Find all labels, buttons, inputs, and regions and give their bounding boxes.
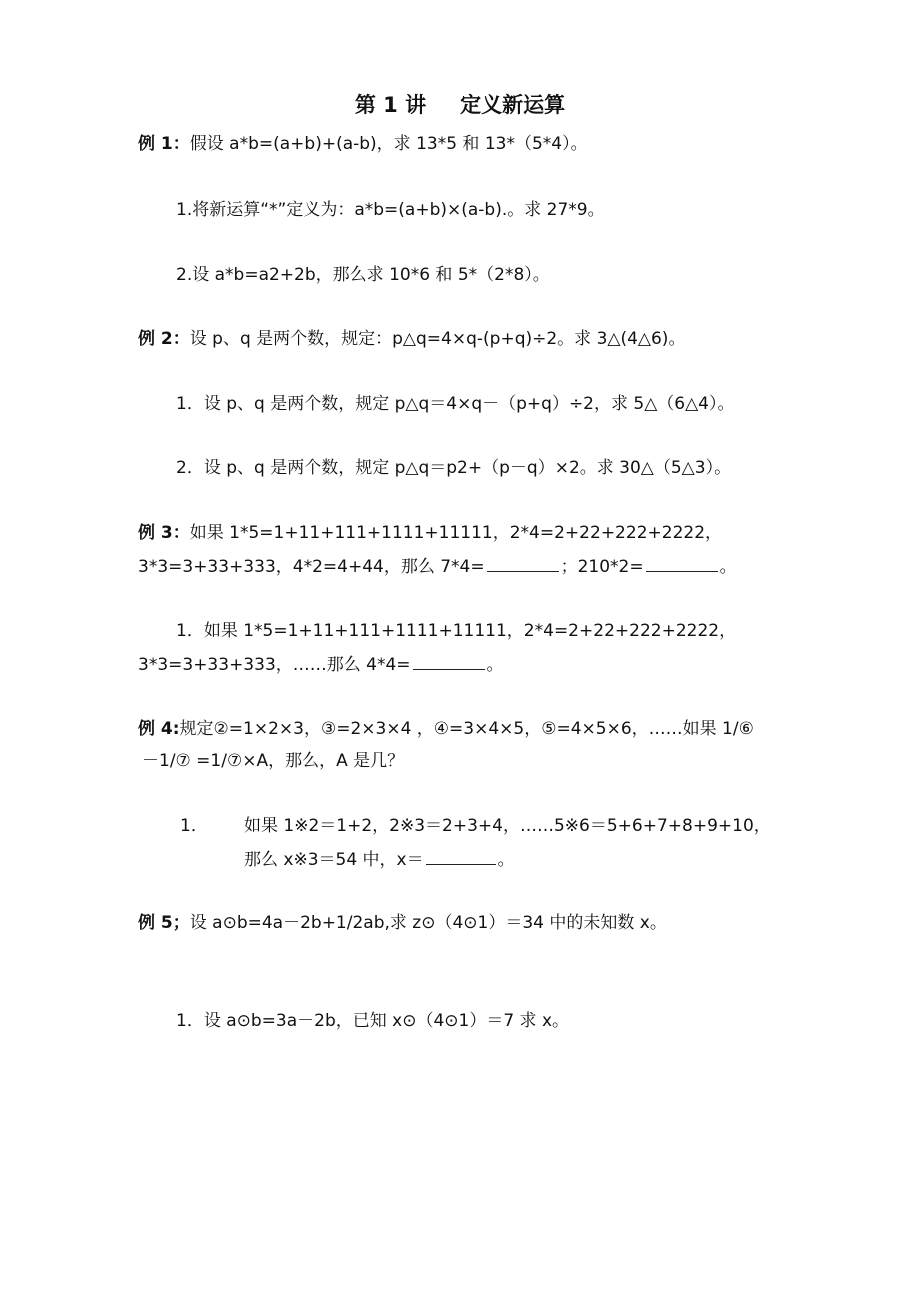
example-4-exercise-1-number: 1．	[180, 816, 208, 836]
example-3-text-line-1: 如果 1*5=1+11+111+1111+11111，2*4=2+22+222+2222，	[189, 523, 723, 543]
example-4-line-1	[138, 718, 754, 740]
answer-blank[interactable]	[426, 848, 496, 865]
example-2-exercise-1: 1．设 p、q 是两个数，规定 p△q＝4×q－（p+q）÷2，求 5△（6△4）。	[176, 394, 735, 414]
example-1	[138, 133, 588, 155]
example-4-label: 例 4:	[138, 719, 180, 739]
example-3-text-line-2b: ；210*2=	[560, 557, 644, 577]
example-3-exercise-1-text: 3*3=3+33+333，……那么 4*4=	[138, 655, 411, 675]
example-5	[138, 912, 667, 934]
example-1-exercise-1: 1.将新运算“*”定义为：a*b=(a+b)×(a-b).。求 27*9。	[176, 200, 605, 220]
example-2	[138, 328, 685, 350]
example-4-exercise-1-end: 。	[497, 850, 515, 870]
example-5-text: 设 a⊙b=4a－2b+1/2ab,求 z⊙（4⊙1）＝34 中的未知数 x。	[189, 913, 667, 933]
lecture-topic: 定义新运算	[460, 93, 566, 117]
example-2-text: 设 p、q 是两个数，规定：p△q=4×q-(p+q)÷2。求 3△(4△6)。	[189, 329, 686, 349]
example-3-label: 例 3：	[138, 523, 190, 543]
example-4-line-2: －1/⑦ =1/⑦×A，那么，A 是几？	[142, 751, 405, 771]
page-title	[0, 92, 920, 118]
example-3-line-2	[138, 555, 737, 577]
example-4-exercise-1-text: 那么 x※3＝54 中，x＝	[244, 850, 424, 870]
example-3-text-line-2c: 。	[719, 557, 737, 577]
lecture-number: 第 1 讲	[354, 93, 427, 117]
example-3-line-1	[138, 522, 722, 544]
example-2-label: 例 2：	[138, 329, 190, 349]
example-3-exercise-1-line-1: 1．如果 1*5=1+11+111+1111+11111，2*4=2+22+222+2222，	[176, 621, 737, 641]
example-3-exercise-1-end: 。	[486, 655, 504, 675]
example-1-exercise-2: 2.设 a*b=a2+2b，那么求 10*6 和 5*（2*8）。	[176, 265, 550, 285]
answer-blank[interactable]	[646, 555, 718, 572]
example-2-exercise-2: 2．设 p、q 是两个数，规定 p△q＝p2+（p－q）×2。求 30△（5△3）。	[176, 458, 732, 478]
example-1-label: 例 1：	[138, 134, 190, 154]
example-5-label: 例 5；	[138, 913, 190, 933]
example-4-text-line-1: 规定②=1×2×3，③=2×3×4 ，④=3×4×5，⑤=4×5×6，……如果 1/⑥	[179, 719, 754, 739]
answer-blank[interactable]	[413, 653, 485, 670]
example-3-text-line-2: 3*3=3+33+333，4*2=4+44，那么 7*4=	[138, 557, 485, 577]
answer-blank[interactable]	[487, 555, 559, 572]
example-4-exercise-1-line-1: 如果 1※2＝1+2，2※3＝2+3+4，……5※6＝5+6+7+8+9+10，	[244, 816, 771, 836]
example-4-exercise-1-line-2	[244, 848, 515, 870]
example-1-text: 假设 a*b=(a+b)+(a-b)，求 13*5 和 13*（5*4）。	[189, 134, 588, 154]
example-3-exercise-1-line-2	[138, 653, 504, 675]
example-5-exercise-1: 1．设 a⊙b=3a－2b，已知 x⊙（4⊙1）＝7 求 x。	[176, 1011, 570, 1031]
